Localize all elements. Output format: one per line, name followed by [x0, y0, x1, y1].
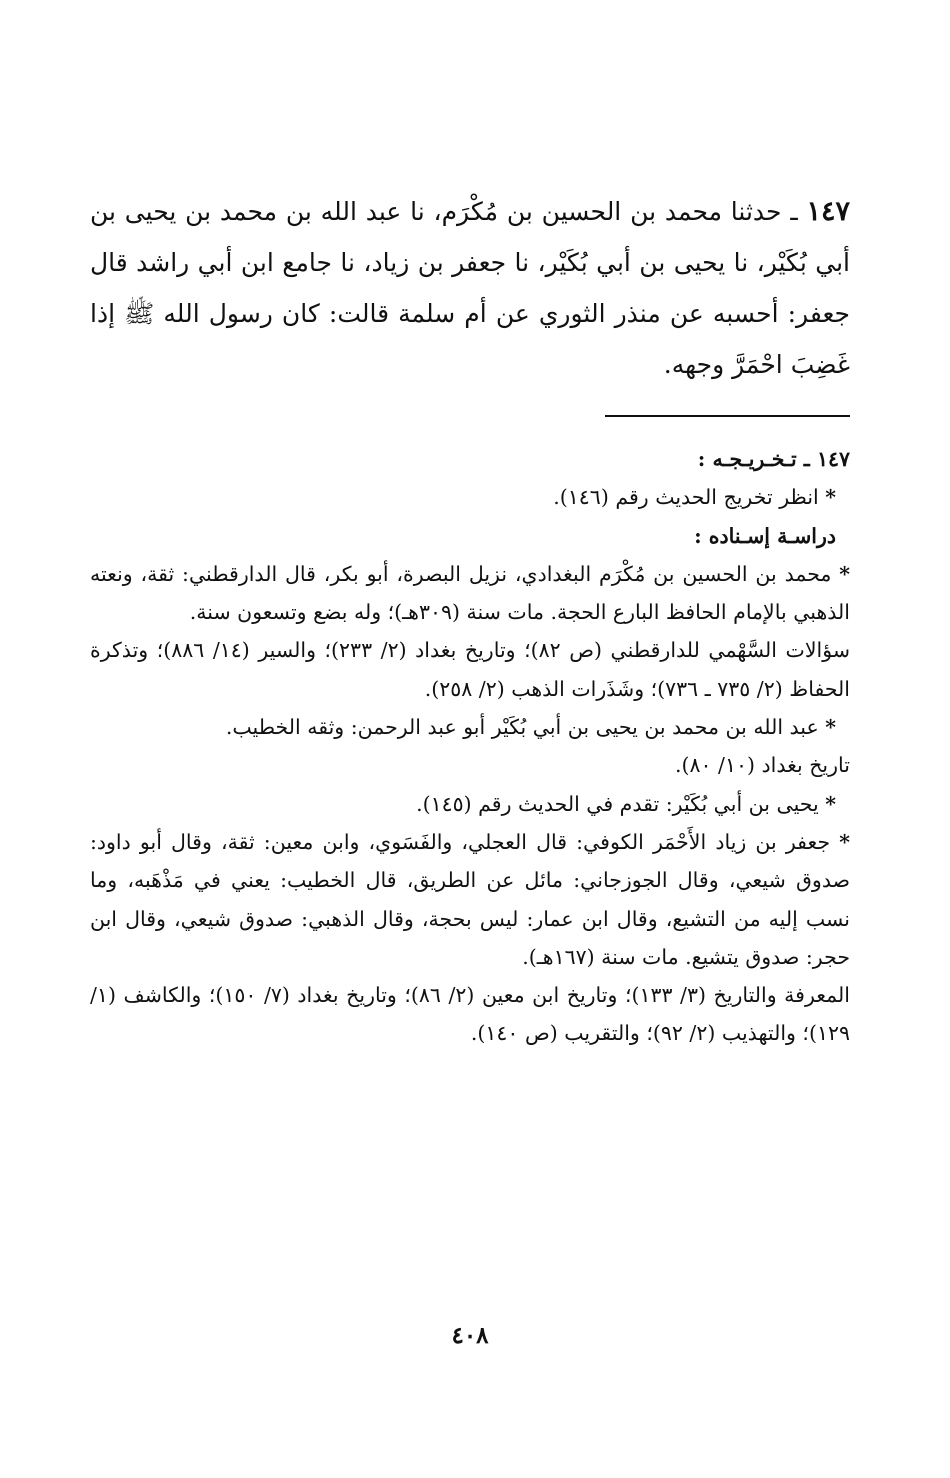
narrator-3: [90, 785, 850, 823]
narrator-1-sources: سؤالات السَّهْمي للدارقطني (ص ٨٢)؛ وتاريخ بغداد (٢/ ٢٣٣)؛ والسير (١٤/ ٨٨٦)؛ وتذكرة الحفاظ (٢/ ٧٣٥ ـ ٧٣٦)؛ وشَذَرات الذهب (٢/ ٢٥٨).: [90, 638, 850, 701]
star-marker: *: [825, 715, 836, 740]
document-page: [90, 0, 850, 1478]
narrator-1: [90, 555, 850, 632]
hadith-number: ١٤٧: [806, 196, 850, 227]
star-marker: *: [839, 829, 850, 854]
narrator-4: [90, 823, 850, 976]
narrator-2-sources: تاريخ بغداد (١٠/ ٨٠).: [674, 753, 850, 778]
hadith-text: [90, 186, 850, 390]
narrator-4-text: جعفر بن زياد الأَحْمَر الكوفي: قال العجلي، والفَسَوي، وابن معين: ثقة، وقال أبو داود: صدوق شيعي، وقال الجوزجاني: مائل عن الطريق، قال الخطيب: يعني في مَذْهَبه، وما نسب إليه من التشيع، وقال ابن عمار: ليس بحجة، وقال الذهبي: صدوق شيعي، وقال ابن حجر: صدوق يتشيع. مات سنة (١٦٧هـ).: [90, 829, 850, 969]
narrator-4-sources: المعرفة والتاريخ (٣/ ١٣٣)؛ وتاريخ ابن معين (٢/ ٨٦)؛ وتاريخ بغداد (٧/ ١٥٠)؛ والكاشف (١/ ١٢٩)؛ والتهذيب (٢/ ٩٢)؛ والتقريب (ص ١٤٠).: [90, 983, 850, 1046]
narrator-3-text: يحيى بن أبي بُكَيْر: تقدم في الحديث رقم (١٤٥).: [416, 791, 819, 816]
dirasa-heading: دراسـة إسـناده :: [694, 523, 836, 548]
page-number: ٤٠٨: [451, 1322, 489, 1349]
takhrij-text: انظر تخريج الحديث رقم (١٤٦).: [553, 485, 819, 510]
hadith-body: ـ حدثنا محمد بن الحسين بن مُكْرَم، نا عبد الله بن محمد بن يحيى بن أبي بُكَيْر، نا يحيى بن أبي بُكَيْر، نا جعفر بن زياد، نا جامع ابن أبي راشد قال جعفر: أحسبه عن منذر الثوري عن أم سلمة قالت: كان رسول الله ﷺ إذا غَضِبَ احْمَرَّ وجهه.: [90, 197, 850, 379]
narrator-1-text: محمد بن الحسين بن مُكْرَم البغدادي، نزيل البصرة، أبو بكر، قال الدارقطني: ثقة، ونعته الذهبي بالإمام الحافظ البارع الحجة. مات سنة (٣٠٩هـ)؛ وله بضع وتسعون سنة.: [90, 561, 850, 625]
narrator-2: [90, 708, 850, 746]
footnote-separator: [605, 415, 850, 417]
takhrij-text-line: [90, 478, 850, 516]
narrator-2-text: عبد الله بن محمد بن يحيى بن أبي بُكَيْر أبو عبد الرحمن: وثقه الخطيب.: [225, 715, 819, 740]
star-marker: *: [825, 485, 836, 510]
star-marker: *: [839, 561, 850, 586]
star-marker: *: [825, 791, 836, 816]
footnotes: [90, 440, 850, 1053]
takhrij-heading: ١٤٧ ـ تـخـريـجـه :: [697, 447, 850, 471]
